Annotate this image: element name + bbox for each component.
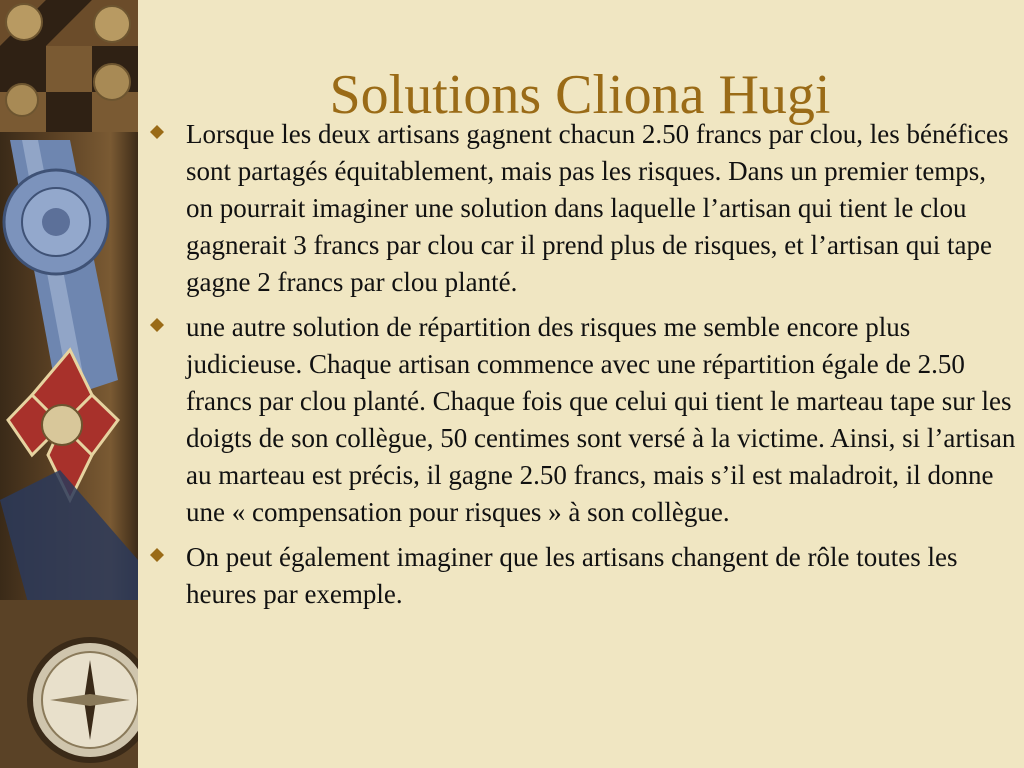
medals-illustration xyxy=(0,0,138,768)
diamond-bullet-icon xyxy=(150,548,164,562)
slide-title: Solutions Cliona Hugi xyxy=(329,63,831,126)
diamond-bullet-icon xyxy=(150,125,164,139)
bullet-text: On peut également imaginer que les artisans changent de rôle toutes les heures par exemple. xyxy=(186,542,958,609)
bullet-text: Lorsque les deux artisans gagnent chacun 2.50 francs par clou, les bénéfices sont partagés équitablement, mais pas les risques. Dans un premier temps, on pourrait imaginer une solution dans laquelle l’artisan qui tient le clou gagnerait 3 francs par clou car il prend plus de risques, et l’artisan qui tape gagne 2 francs par clou planté. xyxy=(186,119,1009,297)
button-ornament xyxy=(6,84,38,116)
bullet-text: une autre solution de répartition des risques me semble encore plus judicieuse. Chaque artisan commence avec une répartition égale de 2.50 francs par clou planté. Chaque fois que celui qui tient le marteau tape sur les doigts de son collègue, 50 centimes sont versé à la victime. Ainsi, si l’artisan au marteau est précis, il gagne 2.50 francs, mais s’il est maladroit, il donne une « compensation pour risques » à son collègue. xyxy=(186,312,1016,527)
button-ornament xyxy=(94,6,130,42)
diamond-bullet-icon xyxy=(150,318,164,332)
bullet-item xyxy=(150,309,1016,531)
bullet-item xyxy=(150,539,1016,613)
button-ornament xyxy=(94,64,130,100)
bullet-item xyxy=(150,116,1016,301)
button-ornament xyxy=(6,4,42,40)
decorative-medals-image xyxy=(0,0,138,768)
bullet-list xyxy=(150,116,1016,621)
